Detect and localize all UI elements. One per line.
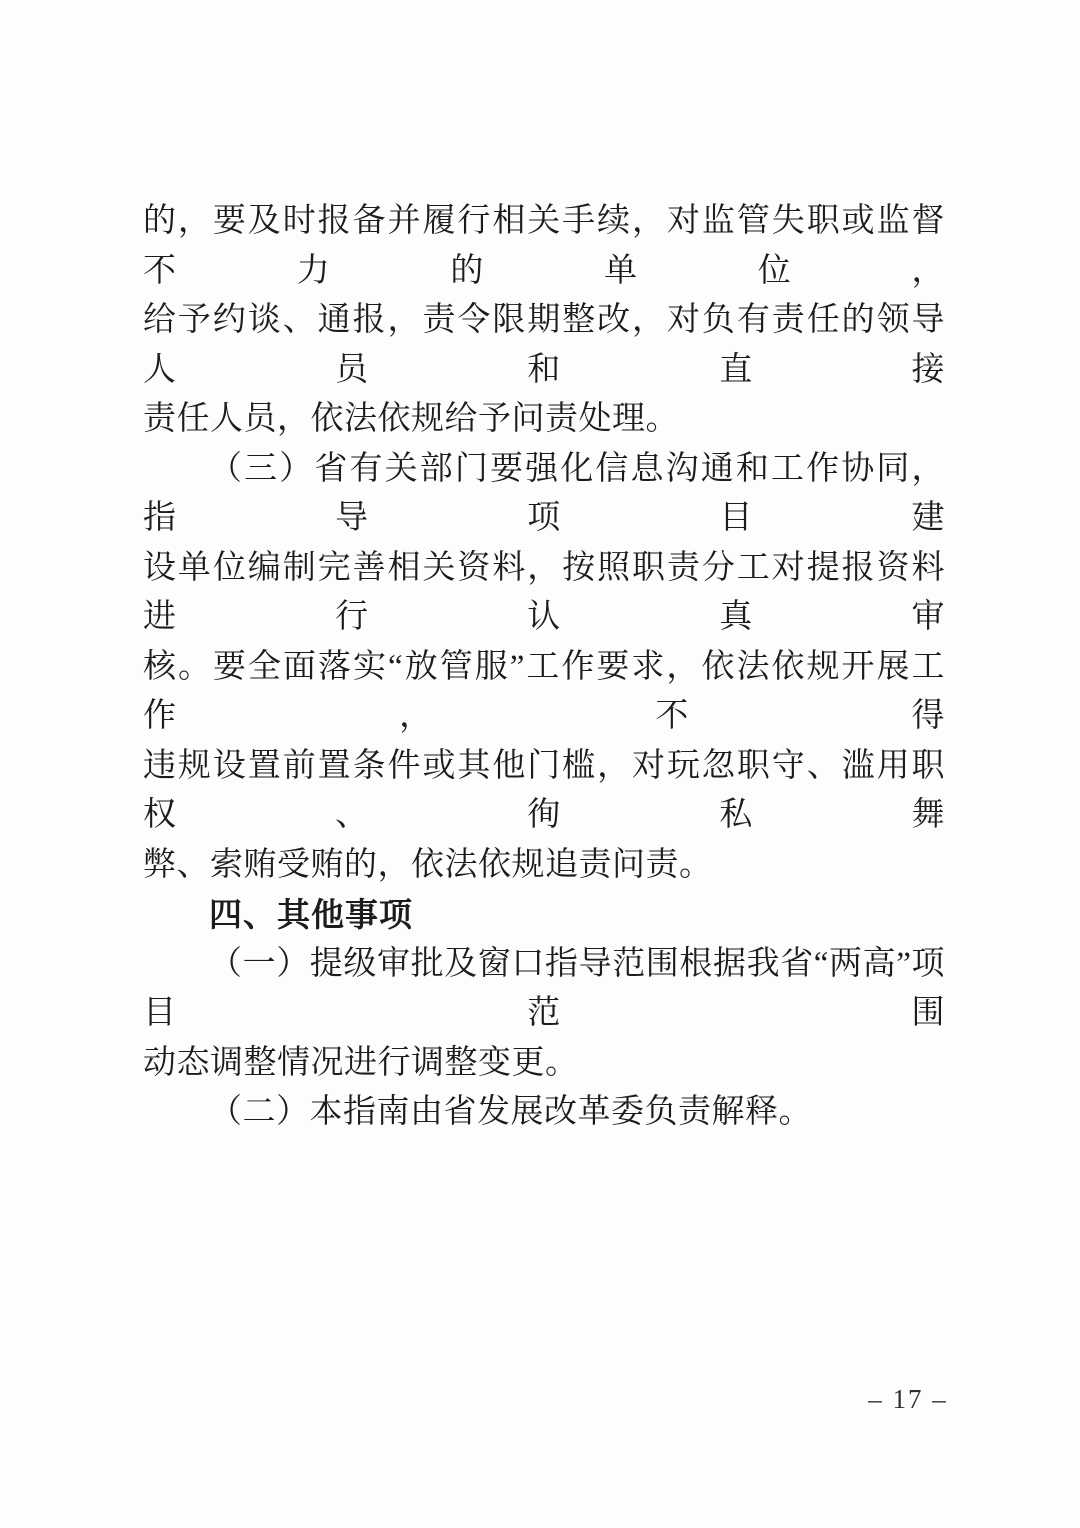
body-line: 违规设置前置条件或其他门槛，对玩忽职守、滥用职权、徇私舞 <box>143 747 945 833</box>
body-line: （二）本指南由省发展改革委负责解释。 <box>209 1094 812 1130</box>
body-line: 动态调整情况进行调整变更。 <box>143 1044 579 1081</box>
body-line: （三）省有关部门要强化信息沟通和工作协同，指导项目建 <box>143 450 945 536</box>
body-line: 设单位编制完善相关资料，按照职责分工对提报资料进行认真审 <box>143 549 945 635</box>
body-line: 核。要全面落实“放管服”工作要求，依法依规开展工作，不得 <box>143 648 945 734</box>
body-line: 的，要及时报备并履行相关手续，对监管失职或监督不力的单位， <box>143 203 945 289</box>
body-line: 给予约谈、通报，责令限期整改，对负有责任的领导人员和直接 <box>143 302 945 388</box>
body-line: 弊、索贿受贿的，依法依规追责问责。 <box>143 846 713 883</box>
section-heading-other-matters: 四、其他事项 <box>209 896 413 933</box>
page-number: – 17 – <box>868 1384 948 1414</box>
document-body <box>143 197 945 1138</box>
body-line: 责任人员，依法依规给予问责处理。 <box>143 401 679 437</box>
body-line: （一）提级审批及窗口指导范围根据我省“两高”项目范围 <box>143 945 945 1031</box>
